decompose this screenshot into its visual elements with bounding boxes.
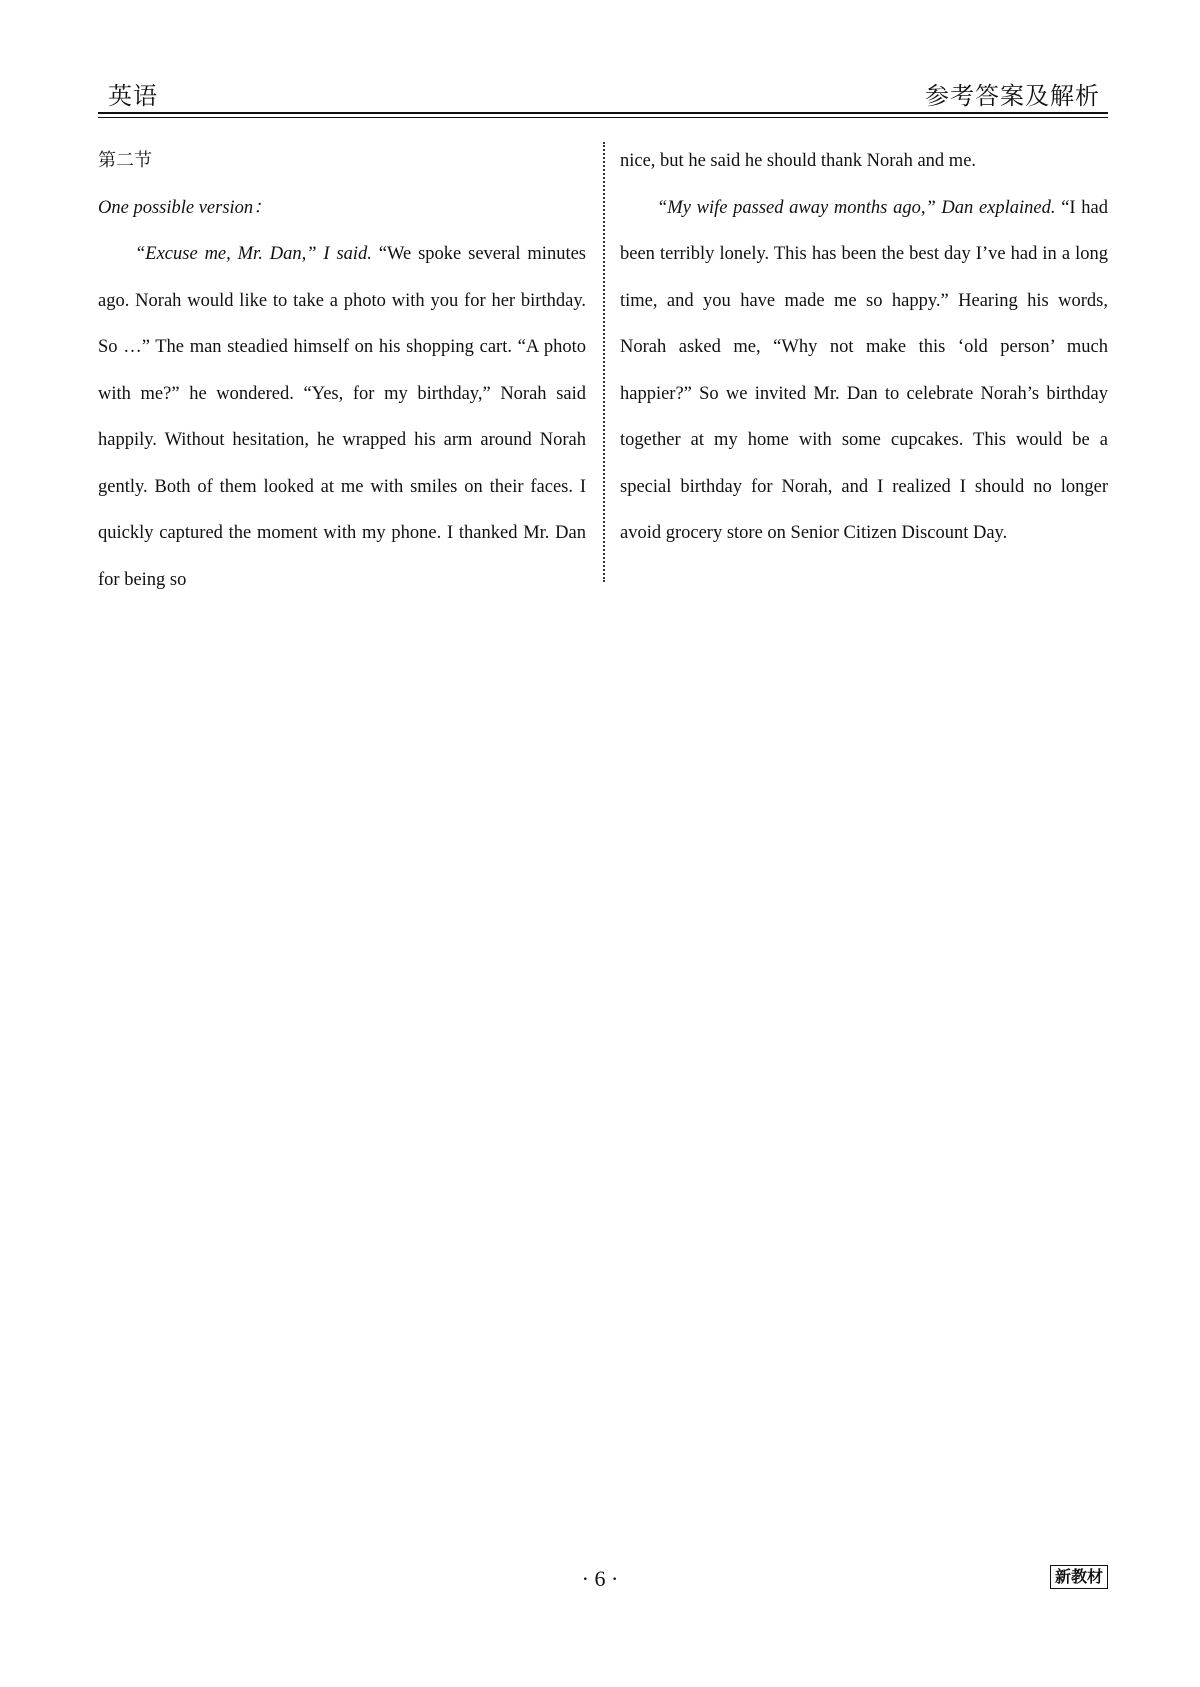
subject-label: 英语	[108, 82, 158, 110]
page-number: · 6 ·	[581, 1566, 619, 1591]
header-rule-thin	[98, 117, 1108, 118]
header-title: 参考答案及解析	[925, 82, 1100, 110]
version-label: One possible version：	[98, 197, 272, 218]
new-textbook-badge: 新教材	[1050, 1565, 1108, 1589]
quote-my-wife: “My wife passed away months ago,” Dan explained.	[657, 197, 1056, 218]
paragraph-2-text: “I had been terribly lonely. This has been the best day I’ve had in a long time, and you have made me so happy.” Hearing his words, Norah asked me, “Why not make this ‘old person’ much happier?” So we invited Mr. Dan to celebrate Norah’s birthday together at my home with some cupcakes. This would be a special birthday for Norah, and I realized I should no longer avoid grocery store on Senior Citizen Discount Day.	[620, 197, 1108, 543]
paragraph-1-continuation: nice, but he said he should thank Norah and me.	[620, 151, 977, 171]
section-heading: 第二节	[98, 150, 152, 171]
right-column	[620, 138, 1108, 557]
essay-paragraph-1	[98, 231, 586, 603]
header-rule-thick	[98, 112, 1108, 114]
left-column	[98, 138, 586, 603]
page-header	[98, 72, 1108, 112]
essay-paragraph-2	[620, 185, 1108, 557]
quote-excuse-me: “Excuse me, Mr. Dan,”	[135, 244, 317, 264]
column-divider	[603, 142, 605, 582]
quote-i-said: I said.	[316, 244, 372, 264]
paragraph-1-text: “We spoke several minutes ago. Norah would like to take a photo with you for her birthday. So …” The man steadied himself on his shopping cart. “A photo with me?” he wondered. “Yes, for my birthday,” Norah said happily. Without hesitation, he wrapped his arm around Norah gently. Both of them looked at me with smiles on their faces. I quickly captured the moment with my phone. I thanked Mr. Dan for being so	[98, 244, 586, 590]
